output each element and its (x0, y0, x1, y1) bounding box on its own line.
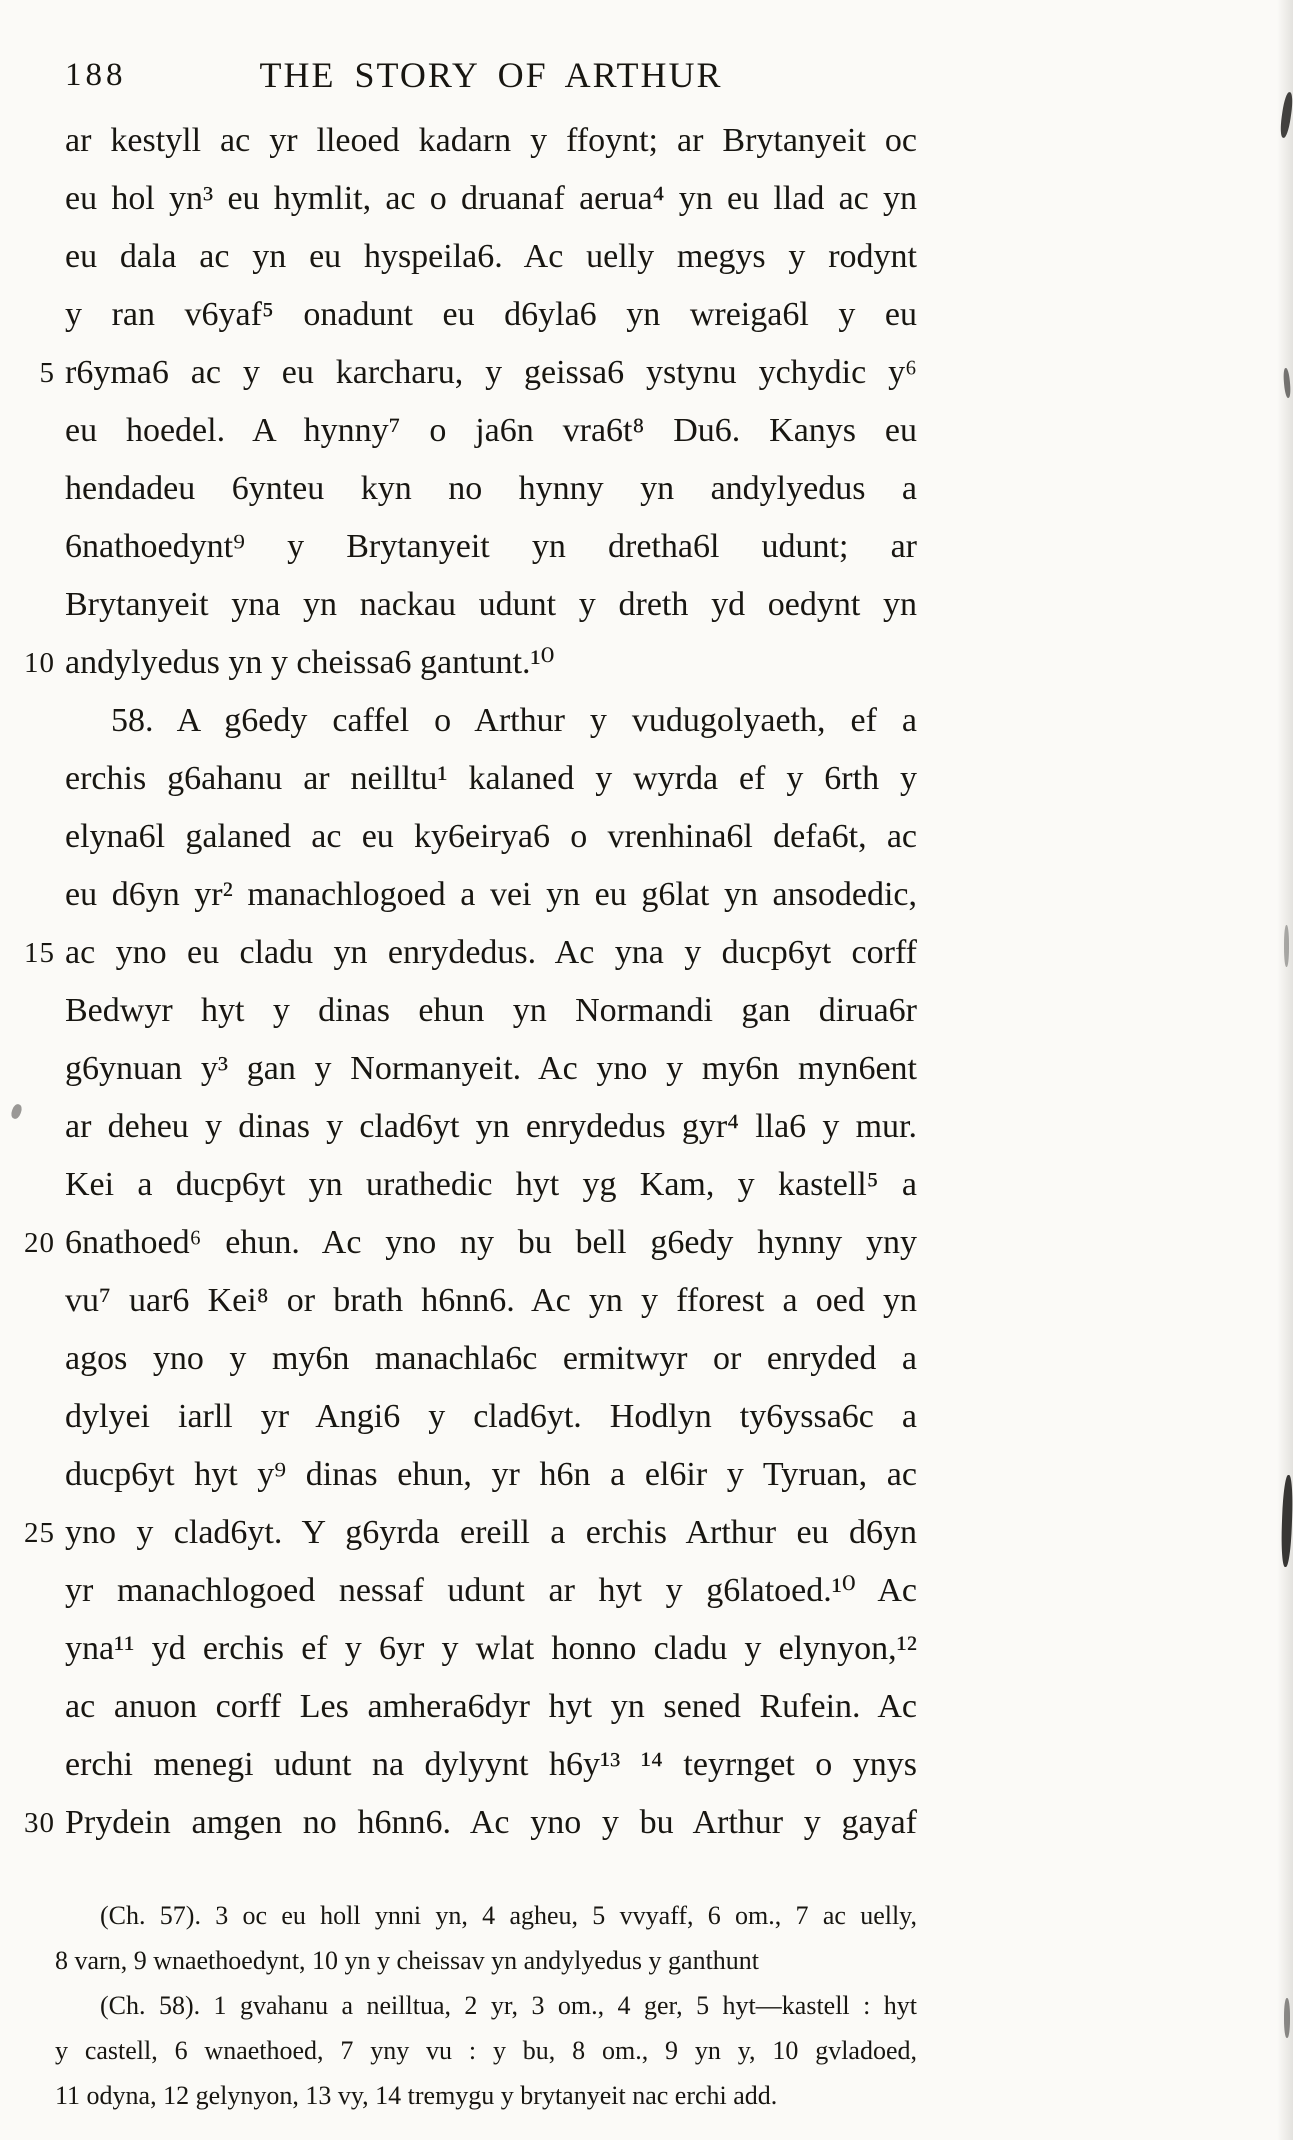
page-header (65, 54, 917, 106)
text-line (65, 228, 917, 286)
text-line-content: eu hol yn³ eu hymlit, ac o druanaf aerua⁴ yn eu llad ac yn (65, 180, 917, 217)
text-line-content: andylyedus yn y cheissa6 gantunt.¹⁰ (65, 644, 555, 681)
text-line-content: y ran v6yaf⁵ onadunt eu d6yla6 yn wreiga6l y eu (65, 296, 917, 333)
footnote-line-content: (Ch. 58). 1 gvahanu a neilltua, 2 yr, 3 om., 4 ger, 5 hyt—kastell : hyt (100, 1991, 917, 2020)
text-line (65, 112, 917, 170)
text-line (65, 576, 917, 634)
scan-artifact (1284, 1998, 1290, 2038)
text-line (65, 750, 917, 808)
margin-line-number: 10 (24, 647, 55, 679)
text-line (65, 1678, 917, 1736)
text-line-content: yr manachlogoed nessaf udunt ar hyt y g6latoed.¹⁰ Ac (65, 1572, 917, 1609)
footnote-line (55, 1938, 917, 1983)
text-line-section-58-start (65, 692, 917, 750)
text-line-content: ac anuon corff Les amhera6dyr hyt yn sened Rufein. Ac (65, 1688, 917, 1725)
footnote-line (55, 2028, 917, 2073)
text-line-content: vu⁷ uar6 Kei⁸ or brath h6nn6. Ac yn y fforest a oed yn (65, 1282, 917, 1319)
text-line-content: Prydein amgen no h6nn6. Ac yno y bu Arthur y gayaf (65, 1804, 917, 1841)
text-line (65, 170, 917, 228)
text-line (65, 1446, 917, 1504)
text-line-content: eu d6yn yr² manachlogoed a vei yn eu g6lat yn ansodedic, (65, 876, 917, 913)
text-line-content: yno y clad6yt. Y g6yrda ereill a erchis Arthur eu d6yn (65, 1514, 917, 1551)
main-text-block (24, 112, 917, 1852)
text-line-content: 58. A g6edy caffel o Arthur y vudugolyaeth, ef a (111, 702, 917, 739)
text-line-content: r6yma6 ac y eu karcharu, y geissa6 ystynu ychydic y⁶ (65, 354, 917, 391)
footnote-line-content: (Ch. 57). 3 oc eu holl ynni yn, 4 agheu, 5 vvyaff, 6 om., 7 ac uelly, (100, 1901, 917, 1930)
text-line (65, 286, 917, 344)
text-line-content: erchis g6ahanu ar neilltu¹ kalaned y wyrda ef y 6rth y (65, 760, 917, 797)
text-line (65, 1620, 917, 1678)
text-line-content: Bedwyr hyt y dinas ehun yn Normandi gan dirua6r (65, 992, 917, 1029)
text-line-content: ac yno eu cladu yn enrydedus. Ac yna y ducp6yt corff (65, 934, 917, 971)
text-line (65, 866, 917, 924)
margin-line-number: 25 (24, 1517, 55, 1549)
text-line-content: yna¹¹ yd erchis ef y 6yr y wlat honno cladu y elynyon,¹² (65, 1630, 917, 1667)
page-edge-shadow (1277, 0, 1293, 2140)
text-line (65, 1156, 917, 1214)
text-line (65, 1040, 917, 1098)
text-line-content: dylyei iarll yr Angi6 y clad6yt. Hodlyn ty6yssa6c a (65, 1398, 917, 1435)
margin-line-number: 30 (24, 1807, 55, 1839)
text-line-content: Kei a ducp6yt yn urathedic hyt yg Kam, y kastell⁵ a (65, 1166, 917, 1203)
text-line (65, 402, 917, 460)
text-line (65, 460, 917, 518)
margin-line-number: 5 (39, 357, 55, 389)
text-line (65, 1272, 917, 1330)
text-line (24, 1214, 917, 1272)
footnote-line (55, 1893, 917, 1938)
text-line (24, 924, 917, 982)
text-line (65, 1098, 917, 1156)
margin-line-number: 15 (24, 937, 55, 969)
text-line (65, 518, 917, 576)
text-line-content: g6ynuan y³ gan y Normanyeit. Ac yno y my6n myn6ent (65, 1050, 917, 1087)
text-line (65, 1736, 917, 1794)
text-line-content: 6nathoedynt⁹ y Brytanyeit yn dretha6l udunt; ar (65, 528, 917, 565)
footnotes-block (55, 1893, 917, 2118)
text-line-content: eu dala ac yn eu hyspeila6. Ac uelly megys y rodynt (65, 238, 917, 275)
text-line-content: ar deheu y dinas y clad6yt yn enrydedus gyr⁴ lla6 y mur. (65, 1108, 917, 1145)
text-line (24, 1794, 917, 1852)
text-line (65, 808, 917, 866)
text-line-content: 6nathoed⁶ ehun. Ac yno ny bu bell g6edy hynny yny (65, 1224, 917, 1261)
text-line-content: ducp6yt hyt y⁹ dinas ehun, yr h6n a el6ir y Tyruan, ac (65, 1456, 917, 1493)
footnote-line-content: 11 odyna, 12 gelynyon, 13 vy, 14 tremygu y brytanyeit nac erchi add. (55, 2081, 778, 2110)
text-line-content: hendadeu 6ynteu kyn no hynny yn andylyedus a (65, 470, 917, 507)
margin-line-number: 20 (24, 1227, 55, 1259)
text-line (65, 982, 917, 1040)
footnote-line (55, 2073, 917, 2118)
text-line (65, 1330, 917, 1388)
text-line-content: eu hoedel. A hynny⁷ o ja6n vra6t⁸ Du6. Kanys eu (65, 412, 917, 449)
footnote-line (55, 1983, 917, 2028)
text-line (24, 634, 917, 692)
text-line-content: Brytanyeit yna yn nackau udunt y dreth yd oedynt yn (65, 586, 917, 623)
footnote-line-content: y castell, 6 wnaethoed, 7 yny vu : y bu, 8 om., 9 yn y, 10 gvladoed, (55, 2036, 917, 2065)
text-line (65, 1388, 917, 1446)
page-title: THE STORY OF ARTHUR (259, 55, 723, 95)
scan-artifact (10, 1103, 24, 1120)
page-number: 188 (65, 57, 127, 93)
footnote-line-content: 8 varn, 9 wnaethoedynt, 10 yn y cheissav yn andylyedus y ganthunt (55, 1946, 760, 1975)
text-line-content: agos yno y my6n manachla6c ermitwyr or enryded a (65, 1340, 917, 1377)
text-line-content: erchi menegi udunt na dylyynt h6y¹³ ¹⁴ teyrnget o ynys (65, 1746, 917, 1783)
text-line-content: ar kestyll ac yr lleoed kadarn y ffoynt; ar Brytanyeit oc (65, 122, 917, 159)
text-line (39, 344, 917, 402)
text-line (24, 1504, 917, 1562)
text-line-content: elyna6l galaned ac eu ky6eirya6 o vrenhina6l defa6t, ac (65, 818, 917, 855)
scan-artifact (1284, 925, 1289, 967)
text-line (65, 1562, 917, 1620)
